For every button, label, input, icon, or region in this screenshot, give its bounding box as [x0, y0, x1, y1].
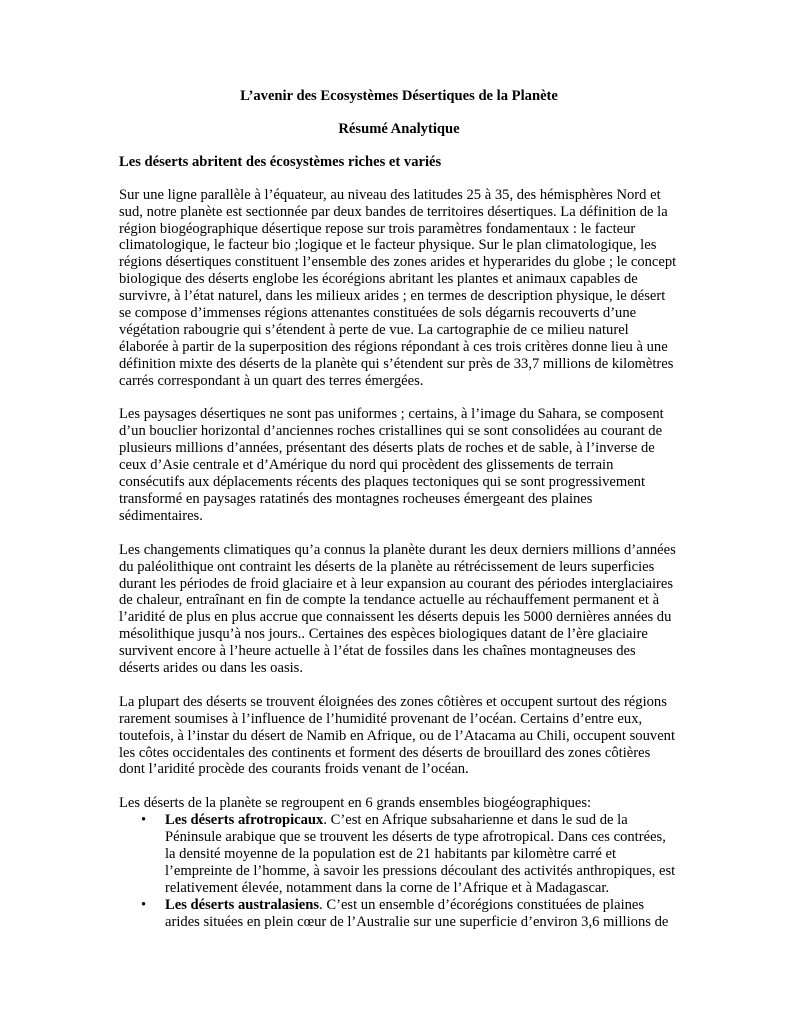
- bullet-icon: •: [141, 812, 147, 829]
- paragraph-climate-change: Les changements climatiques qu’a connus la planète durant les deux derniers millions d’années du paléolithique ont contraint les déserts de la planète au rétrécissement de leurs superficies durant les périodes de froid glaciaire et à leur expansion au courant des périodes interglaciaires de chaleur, entraînant en fin de compte la tendance actuelle au réchauffement permanent et à l’aridité de plus en plus accrue que connaissent les déserts depuis les 5000 dernières années du mésolithique jusqu’à nos jours.. Certaines des espèces biologiques datant de l’ère glaciaire survivent encore à l’heure actuelle à l’état de fossiles dans les chaînes montagneuses des déserts arides ou dans les oasis.: [119, 541, 676, 677]
- document-title: L’avenir des Ecosystèmes Désertiques de la Planète: [240, 88, 558, 104]
- section-heading: Les déserts abritent des écosystèmes riches et variés: [119, 153, 442, 170]
- biogeographic-list: [119, 812, 679, 930]
- paragraph-latitudes: Sur une ligne parallèle à l’équateur, au niveau des latitudes 25 à 35, des hémisphères Nord et sud, notre planète est sectionnée par deux bandes de territoires désertiques. La définition de la région biogéographique désertique repose sur trois paramètres fondamentaux : le facteur climatologique, le facteur bio ;logique et le facteur physique. Sur le plan climatologique, les régions désertiques constituent l’ensemble des zones arides et hyperarides du globe ; le concept biologique des déserts englobe les écorégions abritant les plantes et animaux capables de survivre, à l’état naturel, dans les milieux arides ; en termes de description physique, le désert se compose d’immenses régions attenantes constituées de sols dégarnis recouverts d’une végétation rabougrie qui s’étendent à perte de vue. La cartographie de ce milieu naturel élaborée à partir de la superposition des régions répondant à ces trois critères donne lieu à une définition mixte des déserts de la planète qui s’étendent sur près de 33,7 millions de kilomètres carrés correspondant à un quart des terres émergées.: [119, 186, 677, 389]
- list-item-term: Les déserts australasiens: [165, 896, 320, 913]
- paragraph-coastal-deserts: La plupart des déserts se trouvent éloignées des zones côtières et occupent surtout des régions rarement soumises à l’influence de l’humidité provenant de l’océan. Certains d’entre eux, toutefois, à l’instar du désert de Namib en Afrique, ou de l’Atacama au Chili, occupent souvent les côtes occidentales des continents et forment des déserts de brouillard des zones côtières dont l’aridité procède des courants froids venant de l’océan.: [119, 693, 676, 778]
- list-item-text: . C’est en Afrique subsaharienne et dans le sud de la Péninsule arabique que se trouvent les déserts de type afrotropical. Dans ces contrées, la densité moyenne de la population est de 21 habitants par kilomètre carré et l’empreinte de l’homme, à savoir les pressions découlant des activités anthropiques, est relativement élevée, notamment dans la corne de l’Afrique et à Madagascar.: [165, 812, 676, 896]
- list-intro: Les déserts de la planète se regroupent en 6 grands ensembles biogéographiques:: [119, 795, 592, 812]
- list-item-term: Les déserts afrotropicaux: [165, 812, 324, 829]
- list-item-afrotropical: [119, 812, 679, 897]
- list-item-australasian: [119, 897, 679, 931]
- paragraph-landscapes: Les paysages désertiques ne sont pas uniformes ; certains, à l’image du Sahara, se composent d’un bouclier horizontal d’anciennes roches cristallines qui se sont consolidées au courant de plusieurs millions d’années, présentant des déserts plats de roches et de sable, à l’inverse de ceux d’Asie centrale et d’Amérique du nord qui procèdent des glissements de terrain consécutifs aux déplacements récents des plaques tectoniques qui se sont progressivement transformé en paysages ratatinés des montagnes rocheuses émergeant des plaines sédimentaires.: [119, 406, 664, 524]
- document-page: [119, 88, 679, 931]
- list-item-text: . C’est un ensemble d’écorégions constituées de plaines arides situées en plein cœur de l’Australie sur une superficie d’environ 3,6 millions de: [165, 896, 669, 930]
- document-subtitle: Résumé Analytique: [338, 120, 460, 137]
- bullet-icon: •: [141, 896, 147, 913]
